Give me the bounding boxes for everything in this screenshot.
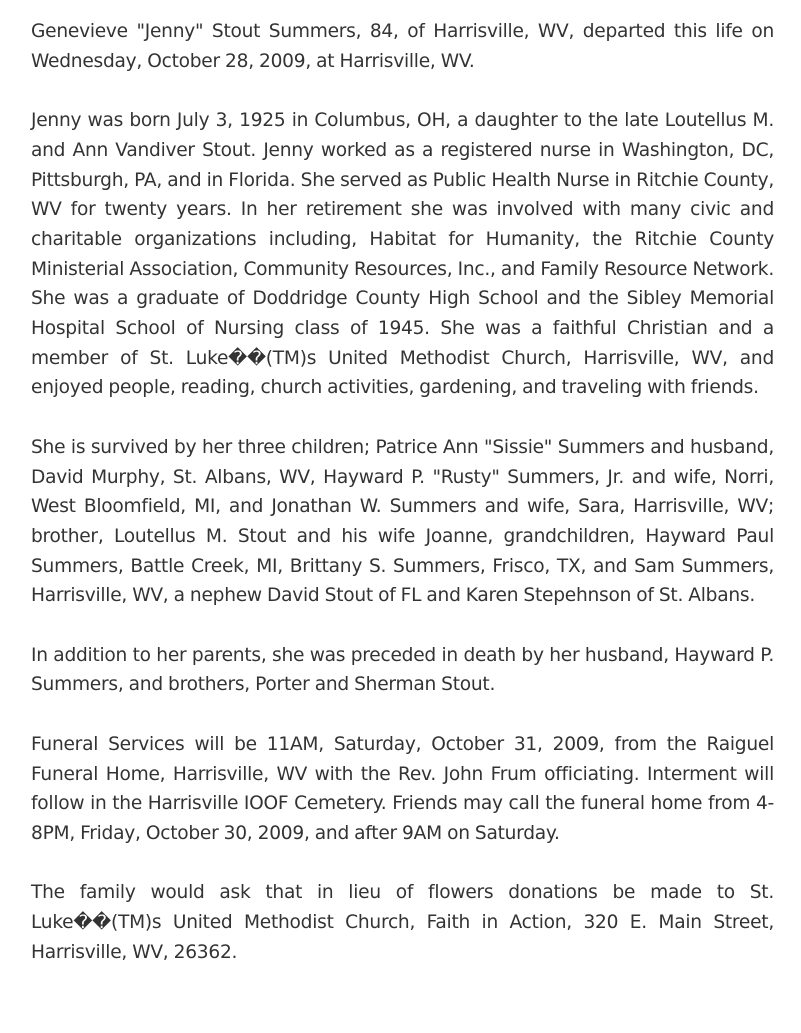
obituary-article bbox=[31, 17, 774, 967]
paragraph-death-notice: Genevieve "Jenny" Stout Summers, 84, of Harrisville, WV, departed this life on Wednesday, October 28, 2009, at Harrisville, WV. bbox=[31, 21, 774, 72]
paragraph-preceded-in-death: In addition to her parents, she was preceded in death by her husband, Hayward P. Summers, and brothers, Porter and Sherman Stout. bbox=[31, 644, 774, 696]
paragraph-funeral-services: Funeral Services will be 11AM, Saturday, October 31, 2009, from the Raiguel Funeral Home, Harrisville, WV with the Rev. John Frum officiating. Interment will follow in the Harrisville IOOF Cemetery. Friends may call the funeral home from 4-8PM, Friday, October 30, 2009, and after 9AM on Saturday. bbox=[31, 733, 774, 844]
paragraph-biography: Jenny was born July 3, 1925 in Columbus, OH, a daughter to the late Loutellus M. and Ann Vandiver Stout. Jenny worked as a registered nurse in Washington, DC, Pittsburgh, PA, and in Florida. She served as Public Health Nurse in Ritchie County, WV for twenty years. In her retirement she was involved with many civic and charitable organizations including, Habitat for Humanity, the Ritchie County Ministerial Association, Community Resources, Inc., and Family Resource Network. She was a graduate of Doddridge County High School and the Sibley Memorial Hospital School of Nursing class of 1945. She was a faithful Christian and a member of St. Luke��(TM)s United Methodist Church, Harrisville, WV, and enjoyed people, reading, church activities, gardening, and traveling with friends. bbox=[31, 110, 774, 399]
paragraph-survivors: She is survived by her three children; Patrice Ann "Sissie" Summers and husband, David Murphy, St. Albans, WV, Hayward P. "Rusty" Summers, Jr. and wife, Norri, West Bloomfield, MI, and Jonathan W. Summers and wife, Sara, Harrisville, WV; brother, Loutellus M. Stout and his wife Joanne, grandchildren, Hayward Paul Summers, Battle Creek, MI, Brittany S. Summers, Frisco, TX, and Sam Summers, Harrisville, WV, a nephew David Stout of FL and Karen Stepehnson of St. Albans. bbox=[31, 436, 774, 607]
paragraph-donations: The family would ask that in lieu of flowers donations be made to St. Luke��(TM)s United Methodist Church, Faith in Action, 320 E. Main Street, Harrisville, WV, 26362. bbox=[31, 882, 774, 963]
